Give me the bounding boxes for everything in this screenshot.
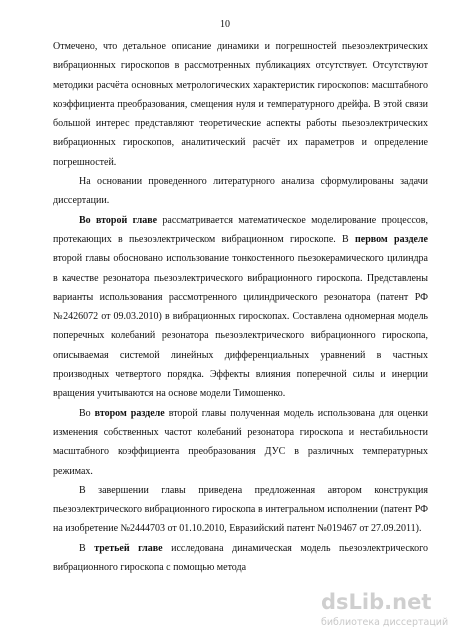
- paragraph: [53, 211, 428, 404]
- page-number: 10: [220, 19, 230, 30]
- document-body: [53, 37, 428, 577]
- paragraph: Отмечено, что детальное описание динамики и погрешностей пьезоэлектрических вибрационных гироскопов в рассмотренных публикациях отсутствует. Отсутствуют методики расчёта основных метрологических характеристик гироскопов: масштабного коэффициента преобразования, смещения нуля и температурного дрейфа. В этой связи большой интерес представляют теоретические аспекты работы пьезоэлектрических вибрационных гироскопов, аналитический расчёт их параметров и определение погрешностей.: [53, 41, 428, 168]
- watermark-subtitle: библиотека диссертаций: [321, 617, 449, 628]
- paragraph: На основании проведенного литературного анализа сформулированы задачи диссертации.: [53, 176, 428, 207]
- bold-phrase: третьей главе: [94, 542, 163, 554]
- text-run: рассматривается математическое моделирование процессов, протекающих в пьезоэлектрическом вибрационном гироскопе. В: [53, 214, 428, 245]
- bold-phrase: Во второй главе: [79, 214, 158, 226]
- watermark: [321, 590, 449, 632]
- text-run: второй главы обосновано использование тонкостенного пьезокерамического цилиндра в качестве резонатора пьезоэлектрического вибрационного гироскопа. Представлены варианты использования рассмотренного цилиндрического резонатора (патент РФ №2426072 от 09.03.2010) в вибрационных гироскопах. Составлена одномерная модель поперечных колебаний резонатора пьезоэлектрического вибрационного гироскопа, описываемая системой линейных дифференциальных уравнений в частных производных четвертого порядка. Эффекты влияния поперечной силы и инерции вращения учитываются на основе модели Тимошенко.: [53, 253, 428, 400]
- text-run: В: [79, 542, 95, 554]
- text-run: Во: [79, 407, 95, 419]
- text-run: исследована динамическая модель пьезоэлектрического вибрационного гироскопа с помощью метода: [53, 542, 428, 574]
- paragraph: В завершении главы приведена предложенная автором конструкция пьезоэлектрического вибрационного гироскопа в интегральном исполнении (патент РФ на изобретение №2444703 от 01.10.2010, Евразийский патент №019467 от 27.09.2011).: [53, 484, 428, 535]
- bold-phrase: первом разделе: [355, 233, 428, 245]
- paragraph: [53, 404, 428, 481]
- paragraph: [53, 539, 428, 578]
- bold-phrase: втором разделе: [94, 407, 165, 419]
- watermark-logo: dsLib.net: [321, 590, 432, 614]
- text-run: второй главы полученная модель использована для оценки изменения собственных частот колебаний резонатора гироскопа и нестабильности масштабного коэффициента преобразования ДУС в различных температурных режимах.: [53, 407, 429, 477]
